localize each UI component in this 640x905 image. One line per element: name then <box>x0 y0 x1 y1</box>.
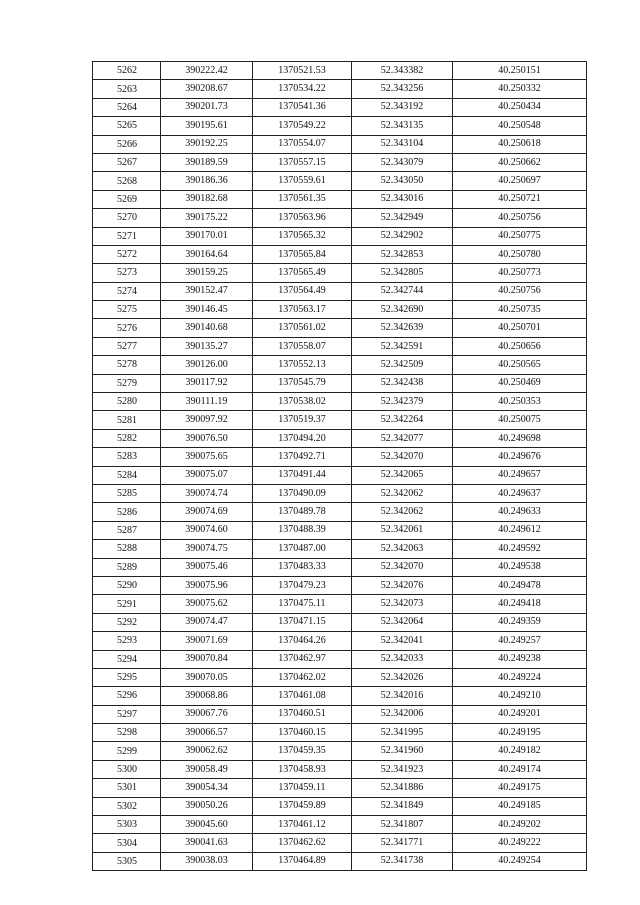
y-coordinate-cell: 1370492.71 <box>253 448 352 466</box>
point-number-cell: 5288 <box>93 540 161 558</box>
y-coordinate-cell: 1370475.11 <box>253 595 352 613</box>
latitude-cell: 52.341807 <box>352 816 453 834</box>
longitude-cell: 40.250469 <box>453 374 587 392</box>
table-row <box>93 668 587 686</box>
table-row <box>93 301 587 319</box>
latitude-cell: 52.342073 <box>352 595 453 613</box>
x-coordinate-cell: 390175.22 <box>161 209 253 227</box>
longitude-cell: 40.249202 <box>453 816 587 834</box>
point-number-cell: 5283 <box>93 448 161 466</box>
table-row <box>93 356 587 374</box>
table-row <box>93 503 587 521</box>
longitude-cell: 40.249592 <box>453 540 587 558</box>
latitude-cell: 52.342744 <box>352 282 453 300</box>
latitude-cell: 52.342509 <box>352 356 453 374</box>
point-number-cell: 5296 <box>93 687 161 705</box>
table-row <box>93 797 587 815</box>
longitude-cell: 40.250780 <box>453 245 587 263</box>
table-row <box>93 190 587 208</box>
x-coordinate-cell: 390135.27 <box>161 337 253 355</box>
table-row <box>93 705 587 723</box>
table-row <box>93 245 587 263</box>
x-coordinate-cell: 390074.74 <box>161 484 253 502</box>
latitude-cell: 52.342061 <box>352 521 453 539</box>
point-number-cell: 5294 <box>93 650 161 668</box>
x-coordinate-cell: 390038.03 <box>161 852 253 870</box>
x-coordinate-cell: 390045.60 <box>161 816 253 834</box>
y-coordinate-cell: 1370565.84 <box>253 245 352 263</box>
y-coordinate-cell: 1370488.39 <box>253 521 352 539</box>
table-row <box>93 429 587 447</box>
x-coordinate-cell: 390050.26 <box>161 797 253 815</box>
latitude-cell: 52.342077 <box>352 429 453 447</box>
longitude-cell: 40.250773 <box>453 264 587 282</box>
y-coordinate-cell: 1370563.17 <box>253 301 352 319</box>
longitude-cell: 40.249633 <box>453 503 587 521</box>
longitude-cell: 40.249478 <box>453 576 587 594</box>
x-coordinate-cell: 390062.62 <box>161 742 253 760</box>
longitude-cell: 40.250756 <box>453 282 587 300</box>
x-coordinate-cell: 390170.01 <box>161 227 253 245</box>
longitude-cell: 40.249222 <box>453 834 587 852</box>
latitude-cell: 52.342063 <box>352 540 453 558</box>
latitude-cell: 52.342065 <box>352 466 453 484</box>
latitude-cell: 52.342591 <box>352 337 453 355</box>
longitude-cell: 40.250775 <box>453 227 587 245</box>
x-coordinate-cell: 390070.05 <box>161 668 253 686</box>
point-number-cell: 5268 <box>93 172 161 190</box>
table-row <box>93 816 587 834</box>
point-number-cell: 5298 <box>93 724 161 742</box>
table-row <box>93 724 587 742</box>
y-coordinate-cell: 1370538.02 <box>253 393 352 411</box>
latitude-cell: 52.342062 <box>352 503 453 521</box>
point-number-cell: 5287 <box>93 521 161 539</box>
y-coordinate-cell: 1370462.02 <box>253 668 352 686</box>
x-coordinate-cell: 390054.34 <box>161 779 253 797</box>
longitude-cell: 40.249612 <box>453 521 587 539</box>
point-number-cell: 5297 <box>93 705 161 723</box>
longitude-cell: 40.250721 <box>453 190 587 208</box>
point-number-cell: 5277 <box>93 337 161 355</box>
point-number-cell: 5272 <box>93 245 161 263</box>
latitude-cell: 52.341960 <box>352 742 453 760</box>
point-number-cell: 5278 <box>93 356 161 374</box>
x-coordinate-cell: 390074.60 <box>161 521 253 539</box>
latitude-cell: 52.341738 <box>352 852 453 870</box>
point-number-cell: 5275 <box>93 301 161 319</box>
point-number-cell: 5273 <box>93 264 161 282</box>
table-row <box>93 227 587 245</box>
point-number-cell: 5289 <box>93 558 161 576</box>
x-coordinate-cell: 390075.07 <box>161 466 253 484</box>
point-number-cell: 5305 <box>93 852 161 870</box>
x-coordinate-cell: 390067.76 <box>161 705 253 723</box>
table-row <box>93 484 587 502</box>
y-coordinate-cell: 1370471.15 <box>253 613 352 631</box>
latitude-cell: 52.342016 <box>352 687 453 705</box>
longitude-cell: 40.249195 <box>453 724 587 742</box>
latitude-cell: 52.342379 <box>352 393 453 411</box>
longitude-cell: 40.250434 <box>453 98 587 116</box>
point-number-cell: 5267 <box>93 153 161 171</box>
y-coordinate-cell: 1370559.61 <box>253 172 352 190</box>
point-number-cell: 5264 <box>93 98 161 116</box>
point-number-cell: 5276 <box>93 319 161 337</box>
table-row <box>93 466 587 484</box>
table-row <box>93 117 587 135</box>
table-row <box>93 209 587 227</box>
point-number-cell: 5285 <box>93 484 161 502</box>
point-number-cell: 5286 <box>93 503 161 521</box>
point-number-cell: 5280 <box>93 393 161 411</box>
y-coordinate-cell: 1370459.89 <box>253 797 352 815</box>
x-coordinate-cell: 390075.46 <box>161 558 253 576</box>
longitude-cell: 40.250697 <box>453 172 587 190</box>
point-number-cell: 5295 <box>93 668 161 686</box>
longitude-cell: 40.250353 <box>453 393 587 411</box>
x-coordinate-cell: 390071.69 <box>161 632 253 650</box>
point-number-cell: 5293 <box>93 632 161 650</box>
point-number-cell: 5301 <box>93 779 161 797</box>
longitude-cell: 40.249182 <box>453 742 587 760</box>
x-coordinate-cell: 390076.50 <box>161 429 253 447</box>
x-coordinate-cell: 390195.61 <box>161 117 253 135</box>
longitude-cell: 40.250662 <box>453 153 587 171</box>
latitude-cell: 52.342902 <box>352 227 453 245</box>
latitude-cell: 52.342690 <box>352 301 453 319</box>
y-coordinate-cell: 1370519.37 <box>253 411 352 429</box>
longitude-cell: 40.250756 <box>453 209 587 227</box>
table-row <box>93 264 587 282</box>
table-row <box>93 62 587 80</box>
table-row <box>93 98 587 116</box>
longitude-cell: 40.249637 <box>453 484 587 502</box>
latitude-cell: 52.342041 <box>352 632 453 650</box>
x-coordinate-cell: 390074.75 <box>161 540 253 558</box>
table-row <box>93 779 587 797</box>
y-coordinate-cell: 1370549.22 <box>253 117 352 135</box>
latitude-cell: 52.342853 <box>352 245 453 263</box>
longitude-cell: 40.249224 <box>453 668 587 686</box>
longitude-cell: 40.250701 <box>453 319 587 337</box>
latitude-cell: 52.342639 <box>352 319 453 337</box>
longitude-cell: 40.250151 <box>453 62 587 80</box>
x-coordinate-cell: 390058.49 <box>161 760 253 778</box>
table-row <box>93 834 587 852</box>
point-number-cell: 5299 <box>93 742 161 760</box>
latitude-cell: 52.343050 <box>352 172 453 190</box>
y-coordinate-cell: 1370459.11 <box>253 779 352 797</box>
table-row <box>93 448 587 466</box>
table-row <box>93 135 587 153</box>
latitude-cell: 52.341995 <box>352 724 453 742</box>
latitude-cell: 52.343382 <box>352 62 453 80</box>
table-row <box>93 172 587 190</box>
longitude-cell: 40.250565 <box>453 356 587 374</box>
table-row <box>93 650 587 668</box>
longitude-cell: 40.249185 <box>453 797 587 815</box>
x-coordinate-cell: 390075.96 <box>161 576 253 594</box>
longitude-cell: 40.249201 <box>453 705 587 723</box>
y-coordinate-cell: 1370494.20 <box>253 429 352 447</box>
longitude-cell: 40.249657 <box>453 466 587 484</box>
x-coordinate-cell: 390075.62 <box>161 595 253 613</box>
table-row <box>93 760 587 778</box>
y-coordinate-cell: 1370487.00 <box>253 540 352 558</box>
y-coordinate-cell: 1370464.89 <box>253 852 352 870</box>
table-row <box>93 632 587 650</box>
point-number-cell: 5300 <box>93 760 161 778</box>
y-coordinate-cell: 1370462.97 <box>253 650 352 668</box>
x-coordinate-cell: 390222.42 <box>161 62 253 80</box>
y-coordinate-cell: 1370558.07 <box>253 337 352 355</box>
longitude-cell: 40.250075 <box>453 411 587 429</box>
point-number-cell: 5271 <box>93 227 161 245</box>
y-coordinate-cell: 1370461.08 <box>253 687 352 705</box>
longitude-cell: 40.249538 <box>453 558 587 576</box>
y-coordinate-cell: 1370460.51 <box>253 705 352 723</box>
latitude-cell: 52.341771 <box>352 834 453 852</box>
x-coordinate-cell: 390075.65 <box>161 448 253 466</box>
x-coordinate-cell: 390117.92 <box>161 374 253 392</box>
table-row <box>93 742 587 760</box>
table-row <box>93 558 587 576</box>
latitude-cell: 52.343192 <box>352 98 453 116</box>
latitude-cell: 52.342264 <box>352 411 453 429</box>
x-coordinate-cell: 390111.19 <box>161 393 253 411</box>
x-coordinate-cell: 390186.36 <box>161 172 253 190</box>
point-number-cell: 5291 <box>93 595 161 613</box>
x-coordinate-cell: 390140.68 <box>161 319 253 337</box>
y-coordinate-cell: 1370561.35 <box>253 190 352 208</box>
latitude-cell: 52.342438 <box>352 374 453 392</box>
point-number-cell: 5290 <box>93 576 161 594</box>
longitude-cell: 40.249238 <box>453 650 587 668</box>
latitude-cell: 52.342076 <box>352 576 453 594</box>
y-coordinate-cell: 1370489.78 <box>253 503 352 521</box>
y-coordinate-cell: 1370552.13 <box>253 356 352 374</box>
longitude-cell: 40.249210 <box>453 687 587 705</box>
y-coordinate-cell: 1370461.12 <box>253 816 352 834</box>
x-coordinate-cell: 390074.47 <box>161 613 253 631</box>
longitude-cell: 40.250656 <box>453 337 587 355</box>
x-coordinate-cell: 390159.25 <box>161 264 253 282</box>
y-coordinate-cell: 1370563.96 <box>253 209 352 227</box>
latitude-cell: 52.342006 <box>352 705 453 723</box>
table-row <box>93 374 587 392</box>
latitude-cell: 52.343135 <box>352 117 453 135</box>
x-coordinate-cell: 390201.73 <box>161 98 253 116</box>
point-number-cell: 5284 <box>93 466 161 484</box>
longitude-cell: 40.249175 <box>453 779 587 797</box>
longitude-cell: 40.249676 <box>453 448 587 466</box>
table-row <box>93 153 587 171</box>
x-coordinate-cell: 390041.63 <box>161 834 253 852</box>
y-coordinate-cell: 1370459.35 <box>253 742 352 760</box>
table-row <box>93 576 587 594</box>
y-coordinate-cell: 1370462.62 <box>253 834 352 852</box>
y-coordinate-cell: 1370545.79 <box>253 374 352 392</box>
latitude-cell: 52.342062 <box>352 484 453 502</box>
point-number-cell: 5281 <box>93 411 161 429</box>
point-number-cell: 5282 <box>93 429 161 447</box>
point-number-cell: 5292 <box>93 613 161 631</box>
latitude-cell: 52.343016 <box>352 190 453 208</box>
latitude-cell: 52.343079 <box>352 153 453 171</box>
point-number-cell: 5265 <box>93 117 161 135</box>
latitude-cell: 52.342026 <box>352 668 453 686</box>
x-coordinate-cell: 390074.69 <box>161 503 253 521</box>
latitude-cell: 52.342064 <box>352 613 453 631</box>
table-row <box>93 411 587 429</box>
x-coordinate-cell: 390146.45 <box>161 301 253 319</box>
y-coordinate-cell: 1370464.26 <box>253 632 352 650</box>
x-coordinate-cell: 390182.68 <box>161 190 253 208</box>
latitude-cell: 52.343104 <box>352 135 453 153</box>
x-coordinate-cell: 390068.86 <box>161 687 253 705</box>
point-number-cell: 5269 <box>93 190 161 208</box>
table-row <box>93 613 587 631</box>
x-coordinate-cell: 390070.84 <box>161 650 253 668</box>
latitude-cell: 52.342949 <box>352 209 453 227</box>
y-coordinate-cell: 1370491.44 <box>253 466 352 484</box>
x-coordinate-cell: 390164.64 <box>161 245 253 263</box>
y-coordinate-cell: 1370534.22 <box>253 80 352 98</box>
point-number-cell: 5302 <box>93 797 161 815</box>
coordinates-table <box>92 61 587 871</box>
longitude-cell: 40.250332 <box>453 80 587 98</box>
x-coordinate-cell: 390152.47 <box>161 282 253 300</box>
table-row <box>93 319 587 337</box>
latitude-cell: 52.342033 <box>352 650 453 668</box>
y-coordinate-cell: 1370565.49 <box>253 264 352 282</box>
latitude-cell: 52.342070 <box>352 448 453 466</box>
point-number-cell: 5266 <box>93 135 161 153</box>
latitude-cell: 52.342070 <box>352 558 453 576</box>
y-coordinate-cell: 1370458.93 <box>253 760 352 778</box>
latitude-cell: 52.341886 <box>352 779 453 797</box>
table-row <box>93 595 587 613</box>
table-row <box>93 852 587 870</box>
longitude-cell: 40.250548 <box>453 117 587 135</box>
latitude-cell: 52.343256 <box>352 80 453 98</box>
point-number-cell: 5279 <box>93 374 161 392</box>
y-coordinate-cell: 1370490.09 <box>253 484 352 502</box>
latitude-cell: 52.341923 <box>352 760 453 778</box>
point-number-cell: 5303 <box>93 816 161 834</box>
longitude-cell: 40.249698 <box>453 429 587 447</box>
longitude-cell: 40.249174 <box>453 760 587 778</box>
longitude-cell: 40.249257 <box>453 632 587 650</box>
y-coordinate-cell: 1370565.32 <box>253 227 352 245</box>
y-coordinate-cell: 1370564.49 <box>253 282 352 300</box>
point-number-cell: 5270 <box>93 209 161 227</box>
longitude-cell: 40.250735 <box>453 301 587 319</box>
y-coordinate-cell: 1370557.15 <box>253 153 352 171</box>
latitude-cell: 52.341849 <box>352 797 453 815</box>
latitude-cell: 52.342805 <box>352 264 453 282</box>
table-row <box>93 393 587 411</box>
longitude-cell: 40.250618 <box>453 135 587 153</box>
point-number-cell: 5263 <box>93 80 161 98</box>
coordinates-table-body <box>93 62 587 871</box>
table-row <box>93 337 587 355</box>
x-coordinate-cell: 390192.25 <box>161 135 253 153</box>
point-number-cell: 5262 <box>93 62 161 80</box>
longitude-cell: 40.249418 <box>453 595 587 613</box>
point-number-cell: 5304 <box>93 834 161 852</box>
x-coordinate-cell: 390208.67 <box>161 80 253 98</box>
y-coordinate-cell: 1370483.33 <box>253 558 352 576</box>
table-row <box>93 540 587 558</box>
table-row <box>93 282 587 300</box>
y-coordinate-cell: 1370521.53 <box>253 62 352 80</box>
point-number-cell: 5274 <box>93 282 161 300</box>
table-row <box>93 521 587 539</box>
x-coordinate-cell: 390126.00 <box>161 356 253 374</box>
longitude-cell: 40.249254 <box>453 852 587 870</box>
y-coordinate-cell: 1370554.07 <box>253 135 352 153</box>
x-coordinate-cell: 390097.92 <box>161 411 253 429</box>
x-coordinate-cell: 390189.59 <box>161 153 253 171</box>
table-row <box>93 80 587 98</box>
y-coordinate-cell: 1370460.15 <box>253 724 352 742</box>
y-coordinate-cell: 1370541.36 <box>253 98 352 116</box>
table-row <box>93 687 587 705</box>
y-coordinate-cell: 1370479.23 <box>253 576 352 594</box>
x-coordinate-cell: 390066.57 <box>161 724 253 742</box>
y-coordinate-cell: 1370561.02 <box>253 319 352 337</box>
longitude-cell: 40.249359 <box>453 613 587 631</box>
